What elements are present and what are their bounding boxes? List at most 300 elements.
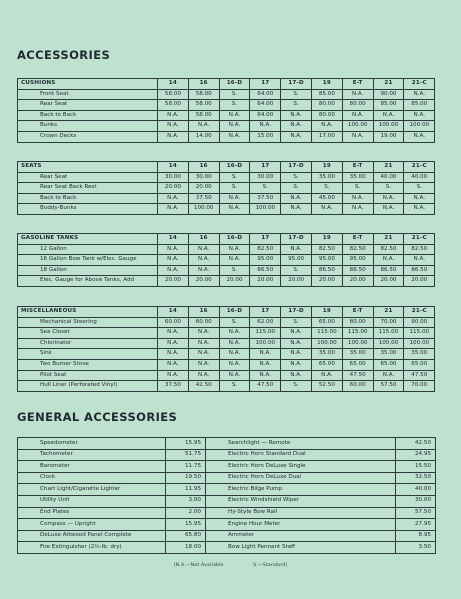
price-cell: N.A. <box>219 131 250 142</box>
table-row <box>18 484 436 496</box>
price-cell: N.A. <box>219 328 250 339</box>
price-cell: N.A. <box>373 370 404 381</box>
model-header: 21-C <box>404 79 435 90</box>
accessory-price: 19.50 <box>166 472 206 484</box>
table-miscellaneous <box>17 306 435 392</box>
price-cell: 42.50 <box>188 381 219 392</box>
accessory-price: 3.50 <box>396 542 436 554</box>
price-cell: 95.00 <box>281 255 312 266</box>
item-label: Elec. Gauge for Above Tanks, Add <box>18 276 158 287</box>
price-cell: 80.00 <box>311 110 342 121</box>
model-header: E-T <box>342 234 373 245</box>
price-cell: N.A. <box>158 370 189 381</box>
price-cell: N.A. <box>342 193 373 204</box>
price-cell: N.A. <box>219 204 250 215</box>
price-cell: 15.00 <box>250 131 281 142</box>
accessory-name: Electric Bilge Pump <box>206 484 396 496</box>
model-header: 21 <box>373 307 404 318</box>
price-cell: S. <box>219 381 250 392</box>
price-cell: N.A. <box>158 110 189 121</box>
section-header-row <box>18 79 435 90</box>
model-header: 14 <box>158 307 189 318</box>
price-cell: 82.50 <box>404 244 435 255</box>
model-header: 17-D <box>281 234 312 245</box>
price-cell: S. <box>281 317 312 328</box>
price-cell: S. <box>219 100 250 111</box>
price-cell: 65.00 <box>373 359 404 370</box>
table-row <box>18 255 435 266</box>
price-cell: 80.00 <box>311 100 342 111</box>
accessory-price: 27.95 <box>396 519 436 531</box>
table-row <box>18 507 436 519</box>
model-header: 17 <box>250 79 281 90</box>
price-cell: S. <box>311 183 342 194</box>
price-cell: 95.00 <box>250 255 281 266</box>
page-title: ACCESSORIES <box>17 48 111 62</box>
price-cell: 100.00 <box>404 121 435 132</box>
item-label: Two Burner Stove <box>18 359 158 370</box>
model-header: 21 <box>373 234 404 245</box>
accessory-name: Electric Horn DeLuxe Dual <box>206 472 396 484</box>
table-row <box>18 381 435 392</box>
table-row <box>18 193 435 204</box>
price-cell: N.A. <box>158 193 189 204</box>
price-cell: 47.50 <box>342 370 373 381</box>
general-accessories-title: GENERAL ACCESSORIES <box>17 410 178 424</box>
price-cell: S. <box>219 172 250 183</box>
accessory-name: Utility Unit <box>18 495 166 507</box>
item-label: Front Seat <box>18 89 158 100</box>
item-label: Crown Decks <box>18 131 158 142</box>
price-cell: N.A. <box>188 265 219 276</box>
price-cell: 80.00 <box>342 317 373 328</box>
price-cell: 82.50 <box>311 244 342 255</box>
model-header: 19 <box>311 162 342 173</box>
model-header: 17-D <box>281 79 312 90</box>
price-cell: N.A. <box>342 204 373 215</box>
price-cell: S. <box>281 381 312 392</box>
accessory-price: 2.00 <box>166 507 206 519</box>
price-cell: N.A. <box>188 121 219 132</box>
price-cell: 58.00 <box>188 100 219 111</box>
price-cell: 20.00 <box>404 276 435 287</box>
price-cell: S. <box>373 183 404 194</box>
table-row <box>18 359 435 370</box>
price-cell: 58.00 <box>188 89 219 100</box>
price-cell: S. <box>342 183 373 194</box>
price-cell: 20.00 <box>373 276 404 287</box>
price-cell: 65.00 <box>342 359 373 370</box>
price-cell: 47.50 <box>404 370 435 381</box>
table-row <box>18 542 436 554</box>
price-cell: 65.00 <box>311 317 342 328</box>
price-cell: 86.50 <box>311 265 342 276</box>
table-row <box>18 89 435 100</box>
price-cell: 35.00 <box>342 349 373 360</box>
price-cell: S. <box>281 89 312 100</box>
accessory-name: Fire Extinguisher (2½-lb. dry) <box>18 542 166 554</box>
price-cell: 85.00 <box>373 100 404 111</box>
model-header: 21 <box>373 79 404 90</box>
table-row <box>18 349 435 360</box>
section-name: CUSHIONS <box>18 79 158 90</box>
price-cell: 47.50 <box>250 381 281 392</box>
price-cell: 95.00 <box>311 255 342 266</box>
price-cell: N.A. <box>219 255 250 266</box>
price-cell: N.A. <box>158 359 189 370</box>
item-label: 16 Gallon Bow Tank w/Elec. Gauge <box>18 255 158 266</box>
price-cell: 115.00 <box>250 328 281 339</box>
price-cell: 19.00 <box>373 131 404 142</box>
price-cell: 37.50 <box>158 381 189 392</box>
accessory-price: 18.00 <box>166 542 206 554</box>
price-cell: 40.00 <box>373 172 404 183</box>
item-label: Back to Back <box>18 110 158 121</box>
model-header: E-T <box>342 307 373 318</box>
price-cell: 62.00 <box>250 317 281 328</box>
price-cell: N.A. <box>281 110 312 121</box>
accessory-name: Ammeter <box>206 530 396 542</box>
price-cell: N.A. <box>158 244 189 255</box>
price-cell: N.A. <box>281 349 312 360</box>
accessory-name: Engine Hour Meter <box>206 519 396 531</box>
table-row <box>18 100 435 111</box>
price-cell: N.A. <box>311 121 342 132</box>
accessory-price: 11.95 <box>166 484 206 496</box>
price-cell: N.A. <box>404 255 435 266</box>
model-header: 14 <box>158 79 189 90</box>
accessory-price: 51.75 <box>166 449 206 461</box>
model-header: 14 <box>158 162 189 173</box>
price-cell: 100.00 <box>373 338 404 349</box>
price-cell: N.A. <box>342 131 373 142</box>
item-label: Hull Liner (Perforated Vinyl) <box>18 381 158 392</box>
price-cell: N.A. <box>158 255 189 266</box>
price-cell: 20.00 <box>158 183 189 194</box>
price-cell: N.A. <box>219 110 250 121</box>
price-cell: N.A. <box>158 328 189 339</box>
price-cell: 35.00 <box>342 172 373 183</box>
item-label: Sink <box>18 349 158 360</box>
item-label: Mechanical Steering <box>18 317 158 328</box>
price-cell: 37.50 <box>250 193 281 204</box>
price-cell: 17.00 <box>311 131 342 142</box>
price-cell: S. <box>219 183 250 194</box>
item-label: Back to Back <box>18 193 158 204</box>
accessory-name: Compass — Upright <box>18 519 166 531</box>
price-cell: 20.00 <box>219 276 250 287</box>
model-header: 19 <box>311 307 342 318</box>
price-cell: N.A. <box>188 244 219 255</box>
price-cell: 80.00 <box>342 100 373 111</box>
price-cell: 60.00 <box>158 317 189 328</box>
accessory-name: Clock <box>18 472 166 484</box>
price-cell: S. <box>281 183 312 194</box>
model-header: 21-C <box>404 162 435 173</box>
price-cell: 40.00 <box>404 172 435 183</box>
price-cell: N.A. <box>281 193 312 204</box>
accessory-price: 8.95 <box>396 530 436 542</box>
price-cell: 35.00 <box>311 349 342 360</box>
model-header: 17 <box>250 162 281 173</box>
price-cell: 20.00 <box>250 276 281 287</box>
price-cell: N.A. <box>404 110 435 121</box>
section-name: MISCELLANEOUS <box>18 307 158 318</box>
accessory-name: Electric Horn Standard Dual <box>206 449 396 461</box>
price-cell: 100.00 <box>373 121 404 132</box>
price-cell: 20.00 <box>158 276 189 287</box>
table-row <box>18 338 435 349</box>
price-cell: 100.00 <box>250 204 281 215</box>
price-cell: N.A. <box>219 349 250 360</box>
price-cell: S. <box>281 172 312 183</box>
price-cell: N.A. <box>219 193 250 204</box>
accessory-price: 30.00 <box>396 495 436 507</box>
item-label: Chlorinator <box>18 338 158 349</box>
price-cell: 115.00 <box>404 328 435 339</box>
accessory-price: 57.50 <box>396 507 436 519</box>
table-row <box>18 495 436 507</box>
price-cell: 82.50 <box>342 244 373 255</box>
price-cell: 86.50 <box>342 265 373 276</box>
price-cell: N.A. <box>219 121 250 132</box>
price-cell: 35.00 <box>311 172 342 183</box>
price-cell: N.A. <box>250 359 281 370</box>
accessory-price: 65.80 <box>166 530 206 542</box>
price-cell: 100.00 <box>342 121 373 132</box>
model-header: 19 <box>311 79 342 90</box>
price-cell: N.A. <box>219 359 250 370</box>
price-cell: N.A. <box>404 204 435 215</box>
model-header: 17 <box>250 307 281 318</box>
model-header: 17-D <box>281 307 312 318</box>
price-cell: 64.00 <box>250 89 281 100</box>
table-row <box>18 370 435 381</box>
price-cell: 65.00 <box>311 359 342 370</box>
price-cell: N.A. <box>158 204 189 215</box>
price-cell: 60.00 <box>188 317 219 328</box>
table-row <box>18 183 435 194</box>
accessory-name: Speedometer <box>18 438 166 450</box>
price-cell: 85.00 <box>311 89 342 100</box>
model-header: 16-D <box>219 79 250 90</box>
table-general-accessories <box>17 437 436 554</box>
price-cell: 95.00 <box>342 255 373 266</box>
price-cell: N.A. <box>250 370 281 381</box>
price-cell: N.A. <box>373 193 404 204</box>
price-cell: N.A. <box>158 131 189 142</box>
accessory-name: Bow Light Pennant Staff <box>206 542 396 554</box>
table-row <box>18 265 435 276</box>
price-cell: 20.00 <box>281 276 312 287</box>
price-cell: 20.00 <box>342 276 373 287</box>
price-cell: 45.00 <box>311 193 342 204</box>
price-cell: 52.50 <box>311 381 342 392</box>
accessory-name: Tachometer <box>18 449 166 461</box>
table-row <box>18 110 435 121</box>
price-cell: 30.00 <box>250 172 281 183</box>
price-cell: N.A. <box>281 244 312 255</box>
price-cell: 82.50 <box>373 244 404 255</box>
price-cell: N.A. <box>281 359 312 370</box>
table-row <box>18 317 435 328</box>
table-seats <box>17 161 435 215</box>
price-cell: N.A. <box>373 110 404 121</box>
price-cell: 20.00 <box>188 276 219 287</box>
price-cell: N.A. <box>373 204 404 215</box>
accessory-name: Barometer <box>18 461 166 473</box>
price-cell: N.A. <box>281 204 312 215</box>
table-row <box>18 438 436 450</box>
model-header: 16-D <box>219 234 250 245</box>
price-cell: N.A. <box>158 265 189 276</box>
price-cell: 64.00 <box>250 110 281 121</box>
price-cell: 30.00 <box>158 172 189 183</box>
model-header: 19 <box>311 234 342 245</box>
model-header: 17-D <box>281 162 312 173</box>
model-header: 21-C <box>404 234 435 245</box>
legend-na: (N.A.—Not Available <box>173 563 224 568</box>
price-cell: N.A. <box>188 255 219 266</box>
price-cell: 86.50 <box>404 265 435 276</box>
price-cell: N.A. <box>219 338 250 349</box>
price-cell: 14.00 <box>188 131 219 142</box>
item-label: Sea Closet <box>18 328 158 339</box>
table-row <box>18 519 436 531</box>
item-label: 12 Gallon <box>18 244 158 255</box>
item-label: Rear Seat <box>18 100 158 111</box>
price-cell: 86.50 <box>250 265 281 276</box>
price-cell: N.A. <box>188 370 219 381</box>
price-cell: S. <box>281 100 312 111</box>
table-row <box>18 472 436 484</box>
price-cell: 58.00 <box>188 110 219 121</box>
item-label: Bunks <box>18 121 158 132</box>
price-cell: 100.00 <box>342 338 373 349</box>
model-header: 16 <box>188 234 219 245</box>
table-row <box>18 131 435 142</box>
price-cell: N.A. <box>158 349 189 360</box>
model-header: E-T <box>342 162 373 173</box>
table-row <box>18 121 435 132</box>
accessory-price: 24.95 <box>396 449 436 461</box>
price-cell: N.A. <box>281 131 312 142</box>
model-header: 16-D <box>219 162 250 173</box>
legend-standard: S.—Standard) <box>253 563 288 568</box>
price-cell: N.A. <box>188 359 219 370</box>
price-cell: N.A. <box>250 349 281 360</box>
accessory-name: End Plates <box>18 507 166 519</box>
price-cell: 100.00 <box>188 204 219 215</box>
price-cell: N.A. <box>404 193 435 204</box>
price-cell: N.A. <box>250 121 281 132</box>
price-cell: 60.00 <box>342 381 373 392</box>
table-row <box>18 276 435 287</box>
accessory-price: 15.95 <box>166 519 206 531</box>
accessory-price: 40.00 <box>396 484 436 496</box>
item-label: Buddy-Bunks <box>18 204 158 215</box>
table-gasoline-tanks <box>17 233 435 287</box>
accessory-name: Chart Light/Cigarette Lighter <box>18 484 166 496</box>
section-header-row <box>18 307 435 318</box>
price-cell: N.A. <box>188 338 219 349</box>
model-header: 16 <box>188 79 219 90</box>
price-cell: S. <box>250 183 281 194</box>
table-row <box>18 172 435 183</box>
accessory-name: Hy-Style Bow Rail <box>206 507 396 519</box>
accessory-price: 42.50 <box>396 438 436 450</box>
price-cell: 58.00 <box>158 100 189 111</box>
model-header: 16 <box>188 162 219 173</box>
price-cell: S. <box>219 89 250 100</box>
price-cell: N.A. <box>311 204 342 215</box>
price-cell: 115.00 <box>373 328 404 339</box>
accessory-price: 15.95 <box>166 438 206 450</box>
table-row <box>18 461 436 473</box>
price-cell: 100.00 <box>250 338 281 349</box>
price-cell: N.A. <box>281 338 312 349</box>
price-cell: N.A. <box>281 121 312 132</box>
table-row <box>18 530 436 542</box>
accessory-name: Searchlight — Remote <box>206 438 396 450</box>
price-cell: N.A. <box>219 244 250 255</box>
table-row <box>18 449 436 461</box>
price-cell: S. <box>219 265 250 276</box>
price-cell: 100.00 <box>404 338 435 349</box>
section-name: GASOLINE TANKS <box>18 234 158 245</box>
price-cell: N.A. <box>158 338 189 349</box>
price-cell: N.A. <box>281 370 312 381</box>
item-label: Rear Seat Back Rest <box>18 183 158 194</box>
accessory-price: 11.75 <box>166 461 206 473</box>
price-cell: N.A. <box>342 89 373 100</box>
price-cell: 90.00 <box>373 89 404 100</box>
model-header: 17 <box>250 234 281 245</box>
section-header-row <box>18 162 435 173</box>
price-cell: N.A. <box>373 255 404 266</box>
price-cell: 86.50 <box>373 265 404 276</box>
item-label: Pilot Seat <box>18 370 158 381</box>
model-header: 21 <box>373 162 404 173</box>
accessory-name: DeLuxe Attwood Panel Complete <box>18 530 166 542</box>
price-cell: 30.00 <box>188 172 219 183</box>
price-cell: 35.00 <box>404 349 435 360</box>
table-row <box>18 328 435 339</box>
price-cell: 58.00 <box>158 89 189 100</box>
accessory-name: Electric Horn DeLuxe Single <box>206 461 396 473</box>
section-name: SEATS <box>18 162 158 173</box>
section-header-row <box>18 234 435 245</box>
accessory-price: 3.00 <box>166 495 206 507</box>
price-cell: 64.00 <box>250 100 281 111</box>
model-header: 14 <box>158 234 189 245</box>
price-cell: S. <box>404 183 435 194</box>
price-cell: 20.00 <box>188 183 219 194</box>
price-cell: 57.50 <box>373 381 404 392</box>
price-cell: 82.50 <box>250 244 281 255</box>
price-cell: 100.00 <box>311 338 342 349</box>
price-cell: S. <box>219 317 250 328</box>
accessory-name: Electric Windshield Wiper <box>206 495 396 507</box>
legend <box>0 563 461 568</box>
price-cell: N.A. <box>188 349 219 360</box>
price-cell: 90.00 <box>404 317 435 328</box>
price-cell: 70.00 <box>404 381 435 392</box>
price-cell: 70.00 <box>373 317 404 328</box>
price-cell: N.A. <box>342 110 373 121</box>
model-header: E-T <box>342 79 373 90</box>
price-cell: 85.00 <box>404 100 435 111</box>
